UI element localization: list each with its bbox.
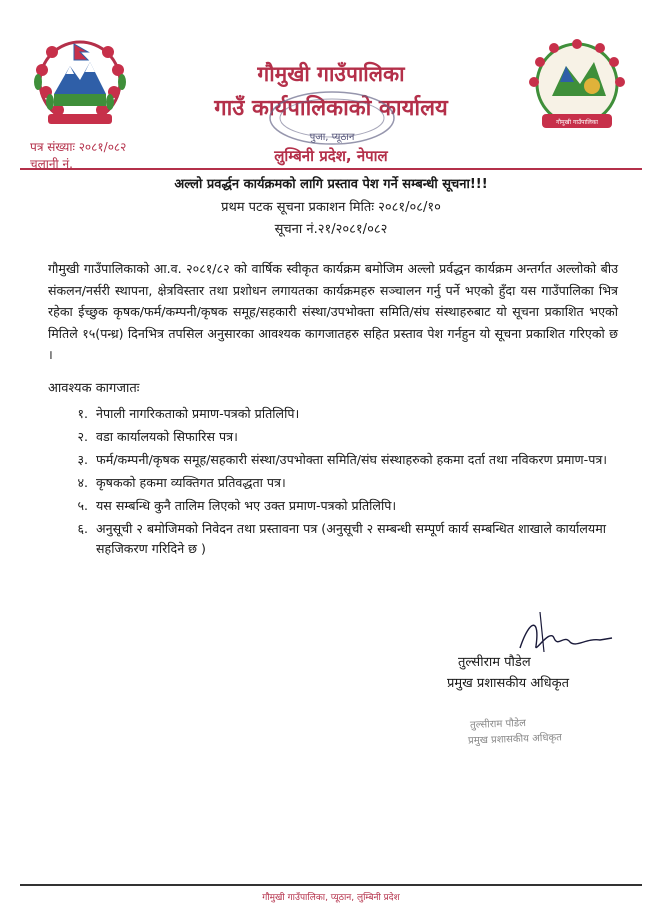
notice-number: सूचना नं.२१/२०८१/०८२ [274, 222, 388, 237]
organization-name: गौमुखी गाउँपालिका [257, 62, 405, 86]
signatory-title: प्रमुख प्रशासकीय अधिकृत [447, 676, 570, 691]
signatory-name: तुल्सीराम पौडेल [458, 655, 531, 670]
dispatch-number: चलानी नं. [30, 157, 73, 171]
reference-number: पत्र संख्याः २०८१/०८२ [30, 140, 127, 154]
list-item [48, 496, 628, 516]
list-item [48, 404, 628, 424]
item-text: वडा कार्यालयको सिफारिस पत्र। [96, 429, 238, 444]
title-stamp: प्रमुख प्रशासकीय अधिकृत [467, 732, 563, 747]
list-item [48, 427, 628, 447]
item-number: ६. [77, 521, 88, 536]
item-text: फर्म/कम्पनी/कृषक समूह/सहकारी संस्था/उपभोक्ता समिति/संघ संस्थाहरुको हकमा दर्ता तथा नविकरण प्रमाण-पत्र। [96, 452, 608, 467]
notice-subject: अल्लो प्रवर्द्धन कार्यक्रमको लागि प्रस्ताव पेश गर्ने सम्बन्धी सूचना!!! [174, 177, 488, 192]
item-number: २. [77, 429, 88, 444]
item-number: १. [77, 406, 88, 421]
office-stamp [262, 88, 402, 148]
item-number: ५. [77, 498, 88, 513]
notice-body: गौमुखी गाउँपालिकाको आ.व. २०८१/८२ को वार्षिक स्वीकृत कार्यक्रम बमोजिम अल्लो प्रर्वद्धन कार्यक्रम अन्तर्गत अल्लोको बीउ संकलन/नर्सरी स्थापना, क्षेत्रविस्तार तथा प्रशोधन लगायतका कार्यक्रमहरु सञ्चालन गर्नु पर्ने भएको हुँदा यस गाउँपालिका भित्र रहेका ईच्छुक कृषक/फर्म/कम्पनी/कृषक समूह/सहकारी संस्था/उपभोक्ता समिति/संघ संस्थाहरुबाट यो सूचना प्रकाशित भएको मितिले १५(पन्ध्र) दिनभित्र तपसिल अनुसारका आवश्यक कागजातहरु सहित प्रस्ताव पेश गर्नहुन यो सूचना प्रकाशित गरिएको छ । [48, 261, 618, 362]
item-number: ३. [77, 452, 88, 467]
item-text: यस सम्बन्धि कुनै तालिम लिएको भए उक्त प्रमाण-पत्रको प्रतिलिपि। [96, 498, 397, 513]
header-divider [20, 168, 642, 170]
name-stamp: तुल्सीराम पौडेल [469, 718, 527, 731]
requirements-heading: आवश्यक कागजातः [48, 381, 140, 396]
list-item [48, 450, 628, 470]
province-address: लुम्बिनी प्रदेश, नेपाल [274, 147, 388, 165]
item-text: नेपाली नागरिकताको प्रमाण-पत्रको प्रतिलिपि। [96, 406, 300, 421]
stamp-text: पुजा, प्यूठान [309, 132, 355, 143]
office-name: गाउँ कार्यपालिकाको कार्यालय [214, 96, 448, 121]
item-text: अनुसूची २ बमोजिमको निवेदन तथा प्रस्तावना पत्र (अनुसूची २ सम्बन्धी सम्पूर्ण कार्य सम्बन्धित शाखाले कार्यालयमा सहजिकरण गरिदिने छ ) [96, 521, 607, 556]
list-item [48, 519, 628, 559]
footer-text: गौमुखी गाउँपालिका, प्यूठान, लुम्बिनी प्रदेश [262, 893, 400, 903]
logo-caption: गौमुखी गाउँपालिका [556, 119, 598, 126]
item-text: कृषकको हकमा व्यक्तिगत प्रतिवद्धता पत्र। [96, 475, 286, 490]
item-number: ४. [77, 475, 88, 490]
list-item [48, 473, 628, 493]
requirements-list [48, 404, 628, 562]
footer-divider [20, 884, 642, 886]
publish-date: प्रथम पटक सूचना प्रकाशन मितिः २०८१/०८/१० [221, 200, 441, 215]
